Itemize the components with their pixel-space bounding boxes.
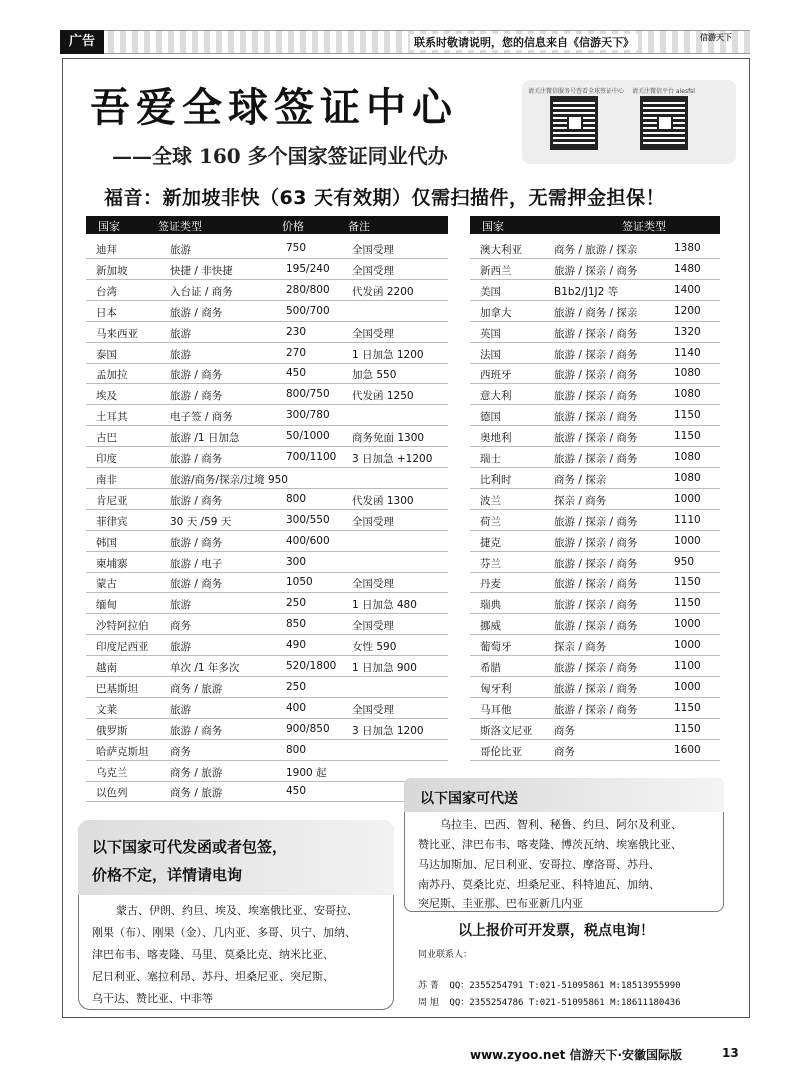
page-number: 13 — [722, 1046, 739, 1060]
table-cell: 菲律宾 — [96, 515, 128, 528]
header-cell: 国家 — [482, 220, 504, 233]
table-cell: 印度尼西亚 — [96, 641, 149, 654]
table-cell: 1000 — [674, 492, 701, 505]
table-cell: 巴基斯坦 — [96, 682, 138, 695]
table-cell: 旅游 /1 日加急 — [170, 432, 240, 445]
table-row — [470, 656, 720, 677]
table-cell: 柬埔寨 — [96, 557, 128, 570]
table-cell: 30 天 /59 天 — [170, 515, 232, 528]
table-row — [470, 531, 720, 552]
table-cell: 电子签 / 商务 — [170, 411, 233, 424]
table-row — [86, 301, 448, 322]
table-row — [470, 447, 720, 468]
table-row — [86, 468, 448, 489]
table-cell: 比利时 — [480, 473, 512, 486]
table-cell: 1320 — [674, 325, 701, 338]
table-cell: 1000 — [674, 639, 701, 652]
table-cell: 美国 — [480, 285, 501, 298]
table-cell: 1400 — [674, 283, 701, 296]
ad-tag: 广告 — [60, 30, 104, 54]
table-cell: 芬兰 — [480, 557, 501, 570]
contact-name: 苏 菁 — [418, 981, 439, 991]
table-cell: 商务 / 旅游 — [170, 787, 223, 800]
table-cell: 古巴 — [96, 432, 117, 445]
table-cell: 缅甸 — [96, 599, 117, 612]
table-row — [470, 405, 720, 426]
table-cell: 300/780 — [286, 409, 330, 422]
header-note: 联系时敬请说明，您的信息来自《信游天下》 — [410, 34, 638, 50]
table-cell: 捷克 — [480, 536, 501, 549]
sub-title: ——全球 160 多个国家签证同业代办 — [112, 144, 448, 168]
table-row — [86, 384, 448, 405]
table-row — [86, 405, 448, 426]
contact-info: QQ：2355254786 T:021-51095861 M:18611180436 — [449, 998, 681, 1008]
table-cell: 250 — [286, 680, 307, 693]
table-cell: 850 — [286, 618, 307, 631]
table-row — [470, 510, 720, 531]
table-cell: 代发函 1250 — [352, 390, 414, 403]
table-cell: 新加坡 — [96, 264, 128, 277]
contact-row — [418, 978, 681, 991]
table-cell: 1000 — [674, 534, 701, 547]
table-cell: 蒙古 — [96, 578, 117, 591]
table-cell: 越南 — [96, 662, 117, 674]
table-cell: 哈萨克斯坦 — [96, 745, 149, 758]
table-row — [470, 719, 720, 740]
table-cell: 瑞士 — [480, 453, 501, 465]
table-row — [86, 238, 448, 259]
table-row — [86, 489, 448, 510]
deliver-line: 南苏丹、莫桑比克、坦桑尼亚、科特迪瓦、加纳、 — [418, 878, 660, 891]
contact-row — [418, 995, 681, 1008]
table-cell: 3 日加急 1200 — [352, 724, 424, 737]
qr-right-caption: 请关注微信平台 aiesfsl — [632, 88, 695, 95]
qr-left-caption: 请关注微信服务号查看全球签证中心 — [528, 88, 625, 95]
table-cell: 1150 — [674, 409, 701, 422]
table-cell: 1 日加急 900 — [352, 662, 417, 674]
table-cell: 入台证 / 商务 — [170, 285, 233, 298]
table-cell: 旅游 / 探亲 / 商务 — [554, 369, 638, 382]
invite-line: 刚果（布）、刚果（金）、几内亚、多哥、贝宁、加纳、 — [92, 926, 356, 939]
table-row — [86, 698, 448, 719]
table-row — [86, 322, 448, 343]
table-row — [470, 280, 720, 301]
table-cell: 旅游 / 探亲 / 商务 — [554, 348, 638, 361]
table-cell: 代发函 2200 — [352, 285, 414, 298]
table-cell: 商务 — [554, 745, 575, 758]
table-row — [470, 677, 720, 698]
table-cell: 法国 — [480, 348, 501, 361]
table-cell: 葡萄牙 — [480, 641, 512, 654]
table-cell: 奥地利 — [480, 432, 512, 445]
table-cell: 斯洛文尼亚 — [480, 724, 533, 737]
footer-site: www.zyoo.net 信游天下·安徽国际版 — [470, 1048, 683, 1062]
table-cell: 1150 — [674, 430, 701, 443]
table-cell: 500/700 — [286, 304, 330, 317]
table-cell: 1150 — [674, 576, 701, 589]
table-row — [470, 238, 720, 259]
table-cell: 全国受理 — [352, 515, 394, 528]
header-strip — [60, 30, 750, 54]
qr-code-left-icon — [550, 96, 598, 150]
table-cell: 950 — [674, 555, 695, 568]
table-cell: 台湾 — [96, 285, 117, 298]
invite-box-title: 以下国家可代发函或者包签， — [92, 838, 288, 856]
table-cell: 丹麦 — [480, 578, 501, 591]
table-row — [470, 363, 720, 384]
table-cell: 马耳他 — [480, 703, 512, 716]
table-cell: 195/240 — [286, 262, 330, 275]
table-cell: 1080 — [674, 367, 701, 380]
table-cell: 哥伦比亚 — [480, 745, 522, 758]
table-row — [86, 280, 448, 301]
table-cell: 旅游 / 探亲 / 商务 — [554, 536, 638, 549]
table-cell: 探亲 / 商务 — [554, 641, 607, 654]
table-cell: 澳大利亚 — [480, 244, 522, 256]
table-cell: 1080 — [674, 388, 701, 401]
invite-box-title: 价格不定，详情请电询 — [92, 866, 243, 884]
deliver-line: 赞比亚、津巴布韦、喀麦隆、博茨瓦纳、埃塞俄比亚、 — [418, 838, 682, 851]
promo-banner: 福音：新加坡非快（63 天有效期）仅需扫描件，无需押金担保！ — [104, 187, 666, 209]
invite-line: 尼日利亚、塞拉利昂、苏丹、坦桑尼亚、突尼斯、 — [92, 970, 334, 983]
table-cell: 800/750 — [286, 388, 330, 401]
table-cell: 520/1800 — [286, 660, 337, 672]
table-cell: 瑞典 — [480, 599, 501, 612]
table-cell: 旅游 / 探亲 / 商务 — [554, 264, 638, 277]
table-cell: 旅游 / 探亲 / 商务 — [554, 327, 638, 340]
table-row — [86, 614, 448, 635]
table-cell: 280/800 — [286, 283, 330, 296]
table-cell: 1110 — [674, 513, 701, 526]
table-cell: 商务 / 旅游 — [170, 682, 223, 695]
table-cell: 旅游 / 探亲 / 商务 — [554, 578, 638, 591]
table-cell: 土耳其 — [96, 411, 128, 424]
invite-line: 津巴布韦、喀麦隆、马里、莫桑比克、纳米比亚、 — [92, 948, 334, 961]
table-cell: 新西兰 — [480, 264, 512, 277]
table-cell: 旅游 / 电子 — [170, 557, 223, 570]
table-cell: 商务 — [170, 620, 191, 633]
table-cell: 旅游 / 探亲 / 商务 — [554, 599, 638, 612]
table-cell: 1 日加急 480 — [352, 599, 417, 612]
table-cell: 旅游 / 商务 — [170, 494, 223, 507]
table-row — [86, 593, 448, 614]
main-title: 吾爱全球签证中心 — [90, 84, 458, 131]
contact-info: QQ：2355254791 T:021-51095861 M:18513955990 — [449, 981, 681, 991]
table-cell: 埃及 — [96, 390, 117, 403]
table-cell: 900/850 — [286, 722, 330, 735]
table-cell: 旅游/商务/探亲/过境 950 — [170, 473, 288, 486]
table-cell: 450 — [286, 367, 307, 380]
header-cell: 备注 — [348, 220, 370, 233]
table-row — [470, 426, 720, 447]
table-cell: 300/550 — [286, 513, 330, 526]
header-cell: 签证类型 — [158, 220, 202, 233]
header-logo: 信游天下 — [700, 33, 732, 42]
table-cell: 750 — [286, 242, 307, 254]
table-cell: 旅游 / 探亲 / 商务 — [554, 620, 638, 633]
table-cell: 旅游 / 探亲 / 商务 — [554, 390, 638, 403]
table-cell: 挪威 — [480, 620, 501, 633]
deliver-line: 突尼斯、圭亚那、巴布亚新几内亚 — [418, 897, 583, 910]
table-cell: 意大利 — [480, 390, 512, 403]
right-table-header — [470, 216, 720, 234]
table-row — [470, 572, 720, 593]
table-cell: 孟加拉 — [96, 369, 128, 382]
table-cell: 1600 — [674, 743, 701, 756]
table-cell: 全国受理 — [352, 264, 394, 277]
table-row — [86, 740, 448, 761]
table-cell: 400 — [286, 701, 307, 714]
table-cell: 1 日加急 1200 — [352, 348, 424, 361]
table-cell: 旅游 — [170, 327, 191, 340]
table-row — [470, 343, 720, 364]
table-cell: 西班牙 — [480, 369, 512, 382]
table-cell: 英国 — [480, 327, 501, 340]
table-cell: 商务免面 1300 — [352, 432, 425, 445]
table-row — [86, 781, 448, 802]
table-cell: 旅游 / 探亲 / 商务 — [554, 432, 638, 445]
table-row — [86, 635, 448, 656]
table-row — [470, 740, 720, 761]
invite-line: 蒙古、伊朗、约旦、埃及、埃塞俄比亚、安哥拉、 — [116, 904, 358, 917]
header-cell: 价格 — [282, 220, 304, 233]
table-cell: 700/1100 — [286, 451, 337, 463]
table-cell: 旅游 / 探亲 / 商务 — [554, 515, 638, 528]
table-cell: 450 — [286, 785, 307, 798]
header-cell: 签证类型 — [622, 220, 666, 233]
table-cell: 1100 — [674, 660, 701, 672]
left-table-header — [86, 216, 448, 234]
invoice-note: 以上报价可开发票，税点电询！ — [458, 923, 654, 939]
table-cell: 3 日加急 +1200 — [352, 453, 433, 465]
table-cell: 加急 550 — [352, 369, 397, 382]
table-cell: 全国受理 — [352, 244, 394, 256]
deliver-line: 马达加斯加、尼日利亚、安哥拉、摩洛哥、苏丹、 — [418, 858, 660, 871]
table-cell: 商务 — [170, 745, 191, 758]
table-cell: 1150 — [674, 722, 701, 735]
table-cell: 旅游 / 探亲 / 商务 — [554, 453, 638, 465]
table-cell: 1080 — [674, 451, 701, 463]
table-cell: 全国受理 — [352, 703, 394, 716]
table-cell: 旅游 — [170, 348, 191, 361]
table-cell: 全国受理 — [352, 578, 394, 591]
table-cell: 旅游 / 商务 — [170, 306, 223, 319]
table-cell: 旅游 / 探亲 / 商务 — [554, 557, 638, 570]
table-cell: 旅游 — [170, 703, 191, 716]
table-cell: 旅游 / 探亲 / 商务 — [554, 411, 638, 424]
table-cell: 400/600 — [286, 534, 330, 547]
table-cell: 商务 / 旅游 / 探亲 — [554, 244, 638, 256]
table-cell: 代发函 1300 — [352, 494, 414, 507]
table-row — [470, 384, 720, 405]
table-row — [470, 301, 720, 322]
table-row — [86, 677, 448, 698]
table-cell: 1380 — [674, 242, 701, 254]
table-cell: 旅游 / 商务 — [170, 390, 223, 403]
table-cell: 泰国 — [96, 348, 117, 361]
table-cell: 800 — [286, 492, 307, 505]
invite-line: 乌干达、赞比亚、中非等 — [92, 992, 213, 1005]
table-cell: 肯尼亚 — [96, 494, 128, 507]
table-row — [86, 426, 448, 447]
table-cell: 荷兰 — [480, 515, 501, 528]
table-cell: 旅游 — [170, 599, 191, 612]
table-cell: 旅游 / 探亲 / 商务 — [554, 662, 638, 674]
table-cell: 女性 590 — [352, 641, 397, 654]
table-cell: 马来西亚 — [96, 327, 138, 340]
table-row — [470, 698, 720, 719]
header-cell: 国家 — [98, 220, 120, 233]
table-cell: 单次 /1 年多次 — [170, 662, 240, 674]
table-cell: 230 — [286, 325, 307, 338]
table-row — [86, 363, 448, 384]
table-cell: 1900 起 — [286, 766, 327, 779]
table-cell: 旅游 / 探亲 / 商务 — [554, 682, 638, 695]
table-cell: 迪拜 — [96, 244, 117, 256]
table-cell: 1080 — [674, 471, 701, 484]
table-cell: 印度 — [96, 453, 117, 465]
table-cell: 日本 — [96, 306, 117, 319]
table-row — [470, 259, 720, 280]
table-cell: 希腊 — [480, 662, 501, 674]
contact-name: 周 旭 — [418, 998, 439, 1008]
table-cell: 250 — [286, 597, 307, 610]
table-row — [470, 614, 720, 635]
table-cell: 旅游 / 商务 — [170, 578, 223, 591]
table-cell: 1140 — [674, 346, 701, 359]
table-cell: 1000 — [674, 680, 701, 693]
table-cell: 旅游 / 探亲 / 商务 — [554, 703, 638, 716]
table-cell: 探亲 / 商务 — [554, 494, 607, 507]
contact-label: 同业联系人： — [418, 950, 473, 960]
table-cell: 快捷 / 非快捷 — [170, 264, 233, 277]
table-row — [470, 489, 720, 510]
table-row — [86, 259, 448, 280]
table-cell: 旅游 / 商务 — [170, 453, 223, 465]
table-cell: 旅游 — [170, 641, 191, 654]
table-cell: 旅游 / 商务 — [170, 724, 223, 737]
table-row — [86, 510, 448, 531]
table-cell: 270 — [286, 346, 307, 359]
table-cell: 1050 — [286, 576, 313, 589]
table-cell: 匈牙利 — [480, 682, 512, 695]
table-row — [86, 572, 448, 593]
table-cell: 旅游 / 商务 — [170, 369, 223, 382]
table-cell: 300 — [286, 555, 307, 568]
table-cell: 1200 — [674, 304, 701, 317]
table-cell: 商务 / 探亲 — [554, 473, 607, 486]
table-cell: 1000 — [674, 618, 701, 631]
table-row — [86, 552, 448, 573]
table-cell: 1480 — [674, 262, 701, 275]
table-cell: 沙特阿拉伯 — [96, 620, 149, 633]
table-cell: 旅游 / 商务 — [170, 536, 223, 549]
deliver-line: 乌拉圭、巴西、智利、秘鲁、约旦、阿尔及利亚、 — [440, 818, 682, 831]
table-cell: 全国受理 — [352, 327, 394, 340]
table-cell: 1150 — [674, 597, 701, 610]
table-cell: 南非 — [96, 473, 117, 486]
table-cell: 1150 — [674, 701, 701, 714]
table-cell: 文莱 — [96, 703, 117, 716]
table-row — [470, 552, 720, 573]
qr-code-right-icon — [640, 96, 688, 150]
table-row — [86, 343, 448, 364]
table-cell: 全国受理 — [352, 620, 394, 633]
table-cell: 旅游 — [170, 244, 191, 256]
table-cell: 加拿大 — [480, 306, 512, 319]
table-cell: 波兰 — [480, 494, 501, 507]
table-cell: 490 — [286, 639, 307, 652]
table-cell: 德国 — [480, 411, 501, 424]
table-cell: 俄罗斯 — [96, 724, 128, 737]
table-row — [86, 719, 448, 740]
table-cell: 商务 / 旅游 — [170, 766, 223, 779]
table-row — [86, 761, 448, 782]
table-row — [86, 531, 448, 552]
table-cell: 韩国 — [96, 536, 117, 549]
table-row — [470, 468, 720, 489]
table-cell: B1b2/J1J2 等 — [554, 285, 619, 298]
table-cell: 旅游 / 商务 / 探亲 — [554, 306, 638, 319]
table-cell: 以色列 — [96, 787, 128, 800]
table-row — [470, 322, 720, 343]
table-cell: 商务 — [554, 724, 575, 737]
table-cell: 800 — [286, 743, 307, 756]
table-row — [470, 593, 720, 614]
table-row — [86, 447, 448, 468]
table-cell: 50/1000 — [286, 430, 330, 443]
table-cell: 乌克兰 — [96, 766, 128, 779]
table-row — [470, 635, 720, 656]
deliver-box-title: 以下国家可代送 — [420, 791, 518, 807]
table-row — [86, 656, 448, 677]
